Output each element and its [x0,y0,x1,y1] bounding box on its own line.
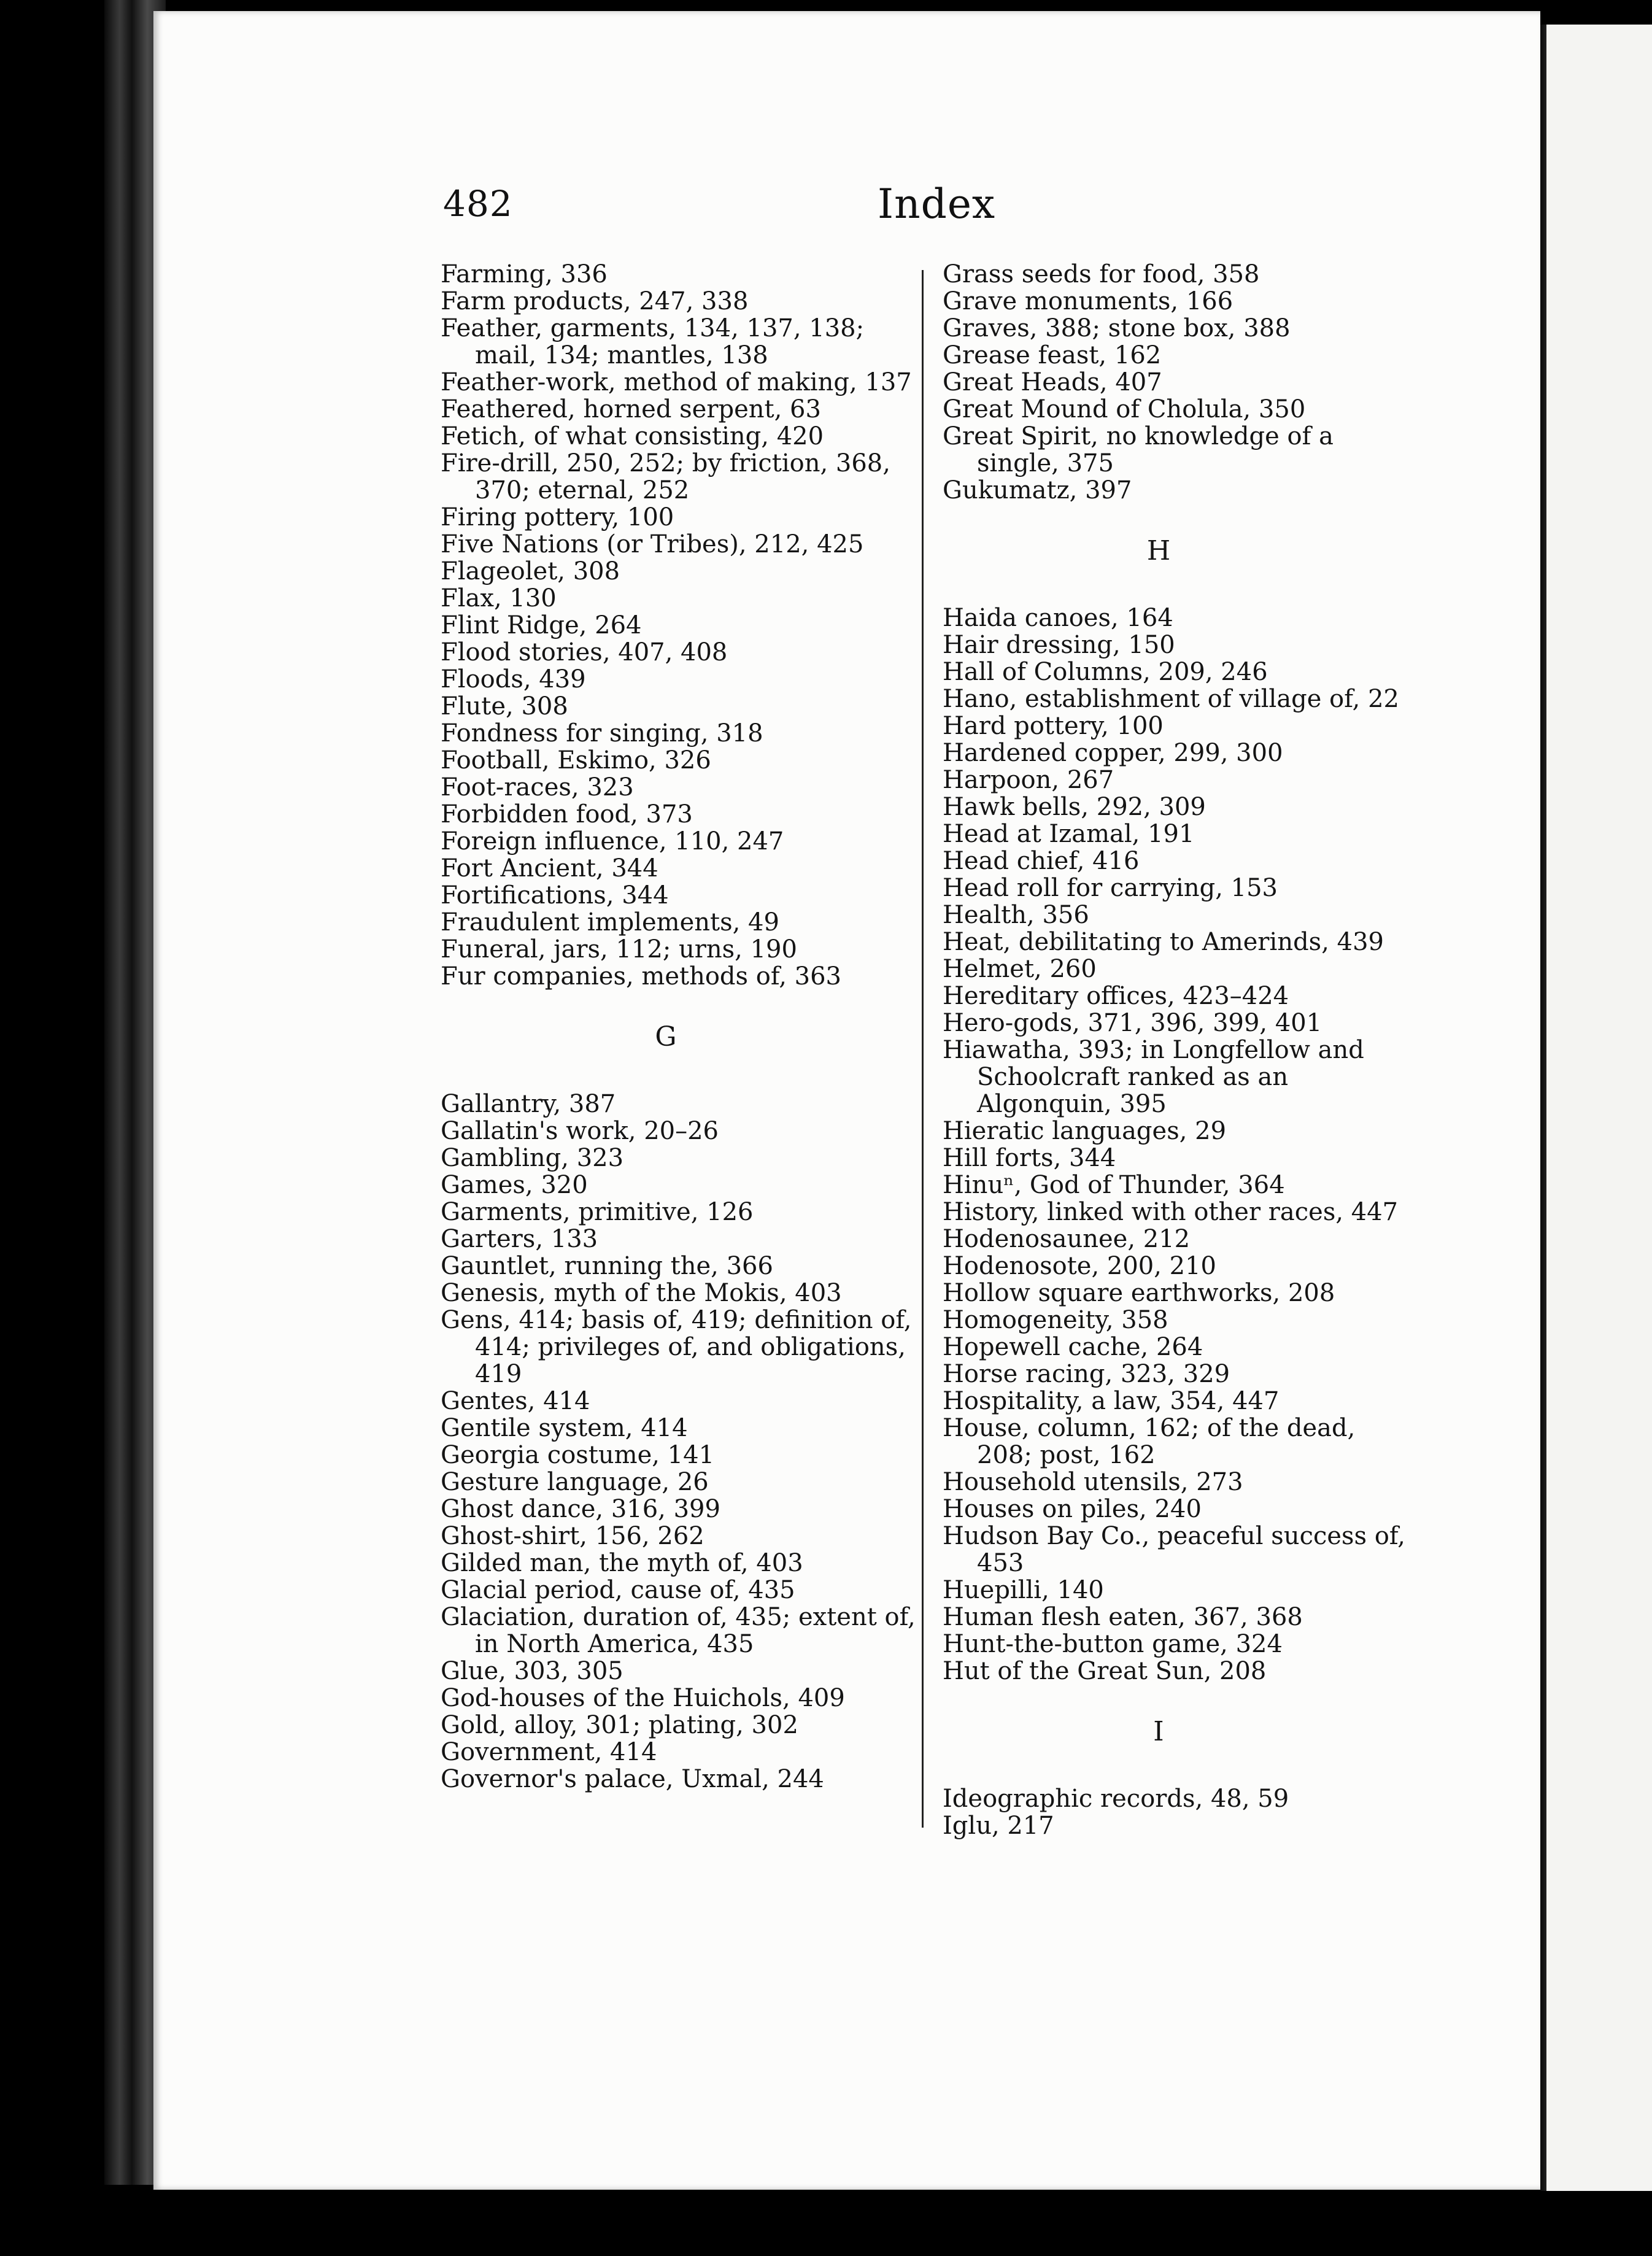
index-entry: Houses on piles, 240 [943,1495,1202,1523]
section-letter: I [1153,1716,1164,1747]
index-entry: God-houses of the Huichols, 409 [441,1684,845,1712]
index-entry: Helmet, 260 [943,955,1097,983]
index-entry: Hall of Columns, 209, 246 [943,658,1268,686]
index-entry: Hodenosote, 200, 210 [943,1252,1216,1280]
index-entry: Government, 414 [441,1738,657,1766]
index-entry: Hollow square earthworks, 208 [943,1279,1335,1307]
index-entry: Hair dressing, 150 [943,631,1175,659]
index-entry: Hero-gods, 371, 396, 399, 401 [943,1009,1322,1037]
index-entry: Ghost dance, 316, 399 [441,1495,720,1523]
index-entry: Hopewell cache, 264 [943,1333,1203,1361]
index-entry: Funeral, jars, 112; urns, 190 [441,935,797,964]
index-entry: Feather, garments, 134, 137, 138; mail, 134; mantles, 138 [441,314,865,369]
index-entry: Fort Ancient, 344 [441,854,658,883]
index-entry: Foreign influence, 110, 247 [441,827,784,856]
running-head: Index [878,180,996,228]
index-entry: Hut of the Great Sun, 208 [943,1657,1267,1685]
index-entry: Hardened copper, 299, 300 [943,739,1283,767]
index-entry: History, linked with other races, 447 [943,1198,1399,1226]
index-entry: Gallantry, 387 [441,1090,616,1118]
section-letter: G [655,1021,677,1053]
index-entry: Hill forts, 344 [943,1144,1116,1172]
index-entry: Hieratic languages, 29 [943,1117,1227,1145]
index-entry: Graves, 388; stone box, 388 [943,314,1291,342]
index-entry: Fondness for singing, 318 [441,719,763,747]
index-entry: Five Nations (or Tribes), 212, 425 [441,530,864,558]
index-column-right [943,261,1409,1839]
index-entry: Hawk bells, 292, 309 [943,793,1206,821]
facing-page-edge [1546,25,1652,2191]
index-entry: Gilded man, the myth of, 403 [441,1549,803,1577]
index-entry: Harpoon, 267 [943,766,1114,794]
index-entry: Feathered, horned serpent, 63 [441,395,821,423]
index-entry: Grave monuments, 166 [943,287,1233,315]
index-entry: Garters, 133 [441,1225,598,1253]
index-entry: Gentes, 414 [441,1387,590,1415]
index-entry: Garments, primitive, 126 [441,1198,754,1226]
page-number: 482 [443,183,513,225]
index-entry: Flood stories, 407, 408 [441,638,728,666]
index-entry: Farming, 336 [441,260,608,288]
index-entry: Flute, 308 [441,692,568,720]
index-entry: Grease feast, 162 [943,341,1162,369]
index-entry: Fire-drill, 250, 252; by friction, 368, 370; eternal, 252 [441,449,890,504]
index-entry: Foot-races, 323 [441,773,634,802]
index-entry: Firing pottery, 100 [441,503,674,531]
index-entry: Huepilli, 140 [943,1576,1104,1604]
index-entry: Fortifications, 344 [441,881,669,910]
index-entry: Hudson Bay Co., peaceful success of, 453 [943,1522,1406,1577]
index-entry: Gambling, 323 [441,1144,624,1172]
index-entry: Genesis, myth of the Mokis, 403 [441,1279,842,1307]
index-entry: Health, 356 [943,901,1089,929]
index-entry: Games, 320 [441,1171,588,1199]
index-entry: Forbidden food, 373 [441,800,693,829]
index-entry: Hard pottery, 100 [943,712,1164,740]
index-entry: Glue, 303, 305 [441,1657,623,1685]
index-entry: Georgia costume, 141 [441,1441,715,1469]
index-entry: Glaciation, duration of, 435; extent of, in North America, 435 [441,1603,916,1658]
index-entry: Head chief, 416 [943,847,1140,875]
index-entry: Fur companies, methods of, 363 [441,962,842,991]
index-entry: Hospitality, a law, 354, 447 [943,1387,1280,1415]
index-column-left [441,261,925,1793]
index-entry: Hunt-the-button game, 324 [943,1630,1283,1658]
index-entry: Head roll for carrying, 153 [943,874,1278,902]
index-entry: Flageolet, 308 [441,557,620,585]
column-divider [922,270,924,1828]
index-entry: House, column, 162; of the dead, 208; post, 162 [943,1414,1356,1469]
index-entry: Haida canoes, 164 [943,604,1173,632]
index-entry: Iglu, 217 [943,1812,1054,1840]
index-entry: Gallatin's work, 20–26 [441,1117,719,1145]
index-entry: Gesture language, 26 [441,1468,709,1496]
index-entry: Horse racing, 323, 329 [943,1360,1230,1388]
index-entry: Flax, 130 [441,584,557,612]
index-entry: Hereditary offices, 423–424 [943,982,1289,1010]
index-entry: Hiawatha, 393; in Longfellow and Schoolcraft ranked as an Algonquin, 395 [943,1036,1364,1118]
index-entry: Heat, debilitating to Amerinds, 439 [943,928,1384,956]
index-entry: Hano, establishment of village of, 22 [943,685,1399,713]
index-entry: Grass seeds for food, 358 [943,260,1260,288]
index-entry: Gens, 414; basis of, 419; definition of, 414; privileges of, and obligations, 419 [441,1306,912,1388]
index-entry: Fraudulent implements, 49 [441,908,779,937]
index-entry: Great Heads, 407 [943,368,1162,396]
index-entry: Floods, 439 [441,665,586,693]
index-entry: Glacial period, cause of, 435 [441,1576,795,1604]
index-entry: Governor's palace, Uxmal, 244 [441,1765,824,1793]
index-entry: Ghost-shirt, 156, 262 [441,1522,704,1550]
index-entry: Gold, alloy, 301; plating, 302 [441,1711,798,1739]
index-entry: Homogeneity, 358 [943,1306,1168,1334]
index-entry: Great Spirit, no knowledge of a single, 375 [943,422,1334,477]
index-entry: Household utensils, 273 [943,1468,1243,1496]
index-entry: Feather-work, method of making, 137 [441,368,912,396]
index-entry: Fetich, of what consisting, 420 [441,422,824,450]
index-entry: Head at Izamal, 191 [943,820,1195,848]
index-entry: Hinuⁿ, God of Thunder, 364 [943,1171,1285,1199]
index-entry: Human flesh eaten, 367, 368 [943,1603,1303,1631]
index-entry: Gentile system, 414 [441,1414,688,1442]
index-entry: Flint Ridge, 264 [441,611,642,639]
index-entry: Great Mound of Cholula, 350 [943,395,1306,423]
section-letter: H [1146,535,1171,566]
index-entry: Football, Eskimo, 326 [441,746,711,775]
index-entry: Ideographic records, 48, 59 [943,1785,1289,1813]
index-entry: Gukumatz, 397 [943,476,1132,504]
index-entry: Hodenosaunee, 212 [943,1225,1191,1253]
index-entry: Farm products, 247, 338 [441,287,749,315]
index-entry: Gauntlet, running the, 366 [441,1252,773,1280]
